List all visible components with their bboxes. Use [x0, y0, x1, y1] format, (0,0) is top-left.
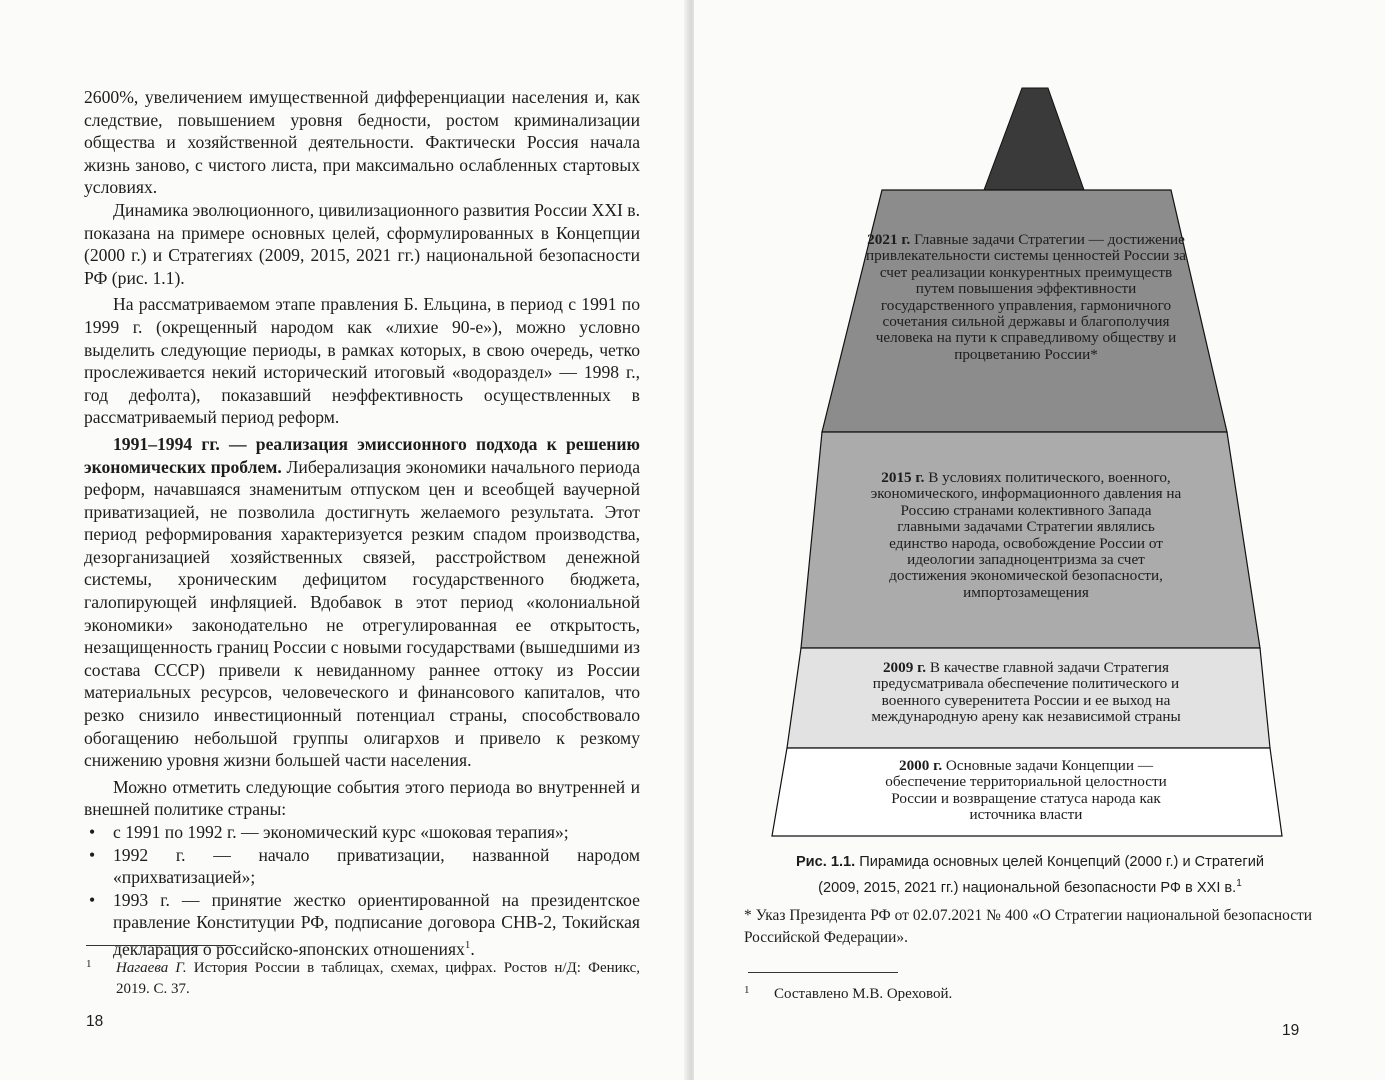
footnote	[744, 984, 1274, 1005]
tier-text-2000: 2000 г. Основные задачи Концепции — обеспечение территориальной целостности России и возвращение статуса народа как источника власти	[885, 757, 1167, 824]
footnote-author: Нагаева Г.	[116, 960, 187, 976]
page-number: 19	[1282, 1022, 1300, 1039]
caption-footnote-marker: 1	[1236, 878, 1242, 889]
period-text: Либерализация экономики начального периода реформ, начавшаяся знаменитым отпуском цен и всеобщей ваучерной приватизацией, не позволила достигнуть желаемого результата. Этот период реформирования характеризуется резким спадом производства, дезорганизацией хозяйственных связей, расстройством денежной системы, хроническим дефицитом государственного бюджета, галопирующей инфляцией. Вдобавок в этот период «колониальной экономики» законодательно не отрегулированная ее открытость, незащищенность границ России с новыми государствами (вышедшими из состава СССР) привели к невиданному раннее оттоку из России материальных ресурсов, человеческого и финансового капиталов, что резко снизило инвестиционный потенциал страны, способствовало обогащению небольшой группы олигархов и привело к резкому снижению уровня жизни большей части населения.	[84, 456, 641, 771]
list-item: • с 1991 по 1992 г. — экономический курс «шоковая терапия»;	[84, 821, 640, 844]
footnote-text: История России в таблицах, схемах, цифрах. Ростов н/Д: Феникс, 2019. С. 37.	[116, 960, 640, 997]
footnote-text: Составлено М.В. Ореховой.	[774, 986, 953, 1002]
pyramid-apex	[984, 88, 1084, 190]
paragraph: 2600%, увеличением имущественной дифференциации населения и, как следствие, повышением уровня бедности, ростом криминализации общества и хозяйственной деятельности. Фактически Россия начала жизнь заново, с чистого листа, при максимально ослабленных стартовых условиях.	[84, 87, 640, 198]
paragraph: На рассматриваемом этапе правления Б. Ельцина, в период с 1991 по 1999 г. (окрещенный народом как «лихие 90-е»), можно условно выделить следующие периоды, в рамках которых, в свою очередь, четко прослеживается некий исторический итоговый «водораздел» — 1998 г., год дефолта), показавший неэффективность осуществленных в рассматриваемый период реформ.	[84, 294, 640, 428]
figure-caption	[780, 851, 1280, 899]
footnote-marker: 1	[464, 938, 471, 951]
tier-text-2015: 2015 г. В условиях политического, военного, экономического, информационного давления на Россию странами колективного Запада главными задачами Стратегии являлись единство народа, освобождение России от идеологии западноцентризма за счет достижения экономической безопасности, импортозамещения	[870, 469, 1182, 601]
footnote-rule	[748, 972, 898, 973]
list-item: • 1993 г. — принятие жестко ориентированной на президентское правление Конституции РФ, подписание договора СНВ-2, Токийская декларация о российско-японских отношениях$^1$.	[84, 889, 640, 961]
tier-text-2009: 2009 г. В качестве главной задачи Стратегия предусматривала обеспечение политического и военного суверенитета России и ее выход на международную арену как независимой страны	[871, 659, 1181, 726]
period-heading: 1991–1994 гг. — реализация эмиссионного подхода к решению экономических проблем.	[84, 433, 640, 477]
caption-label: Рис. 1.1.	[795, 854, 856, 870]
footnote-number: 1	[744, 984, 750, 996]
page-number: 18	[86, 1013, 104, 1030]
caption-text: Пирамида основных целей Концепций (2000 г.) и Стратегий (2009, 2015, 2021 гг.) национальной безопасности РФ в XXI в.	[818, 854, 1265, 896]
paragraph: Динамика эволюционного, цивилизационного развития России XXI в. показана на примере основных целей, сформулированных в Концепции (2000 г.) и Стратегиях (2009, 2015, 2021 гг.) национальной безопасности РФ (рис. 1.1).	[84, 199, 640, 288]
asterisk-note: * Указ Президента РФ от 02.07.2021 № 400 «О Стратегии национальной безопасности Российской Федерации».	[744, 907, 1312, 946]
tier-text-2021: 2021 г. Главные задачи Стратегии — достижение привлекательности системы ценностей России за счет реализации конкурентных преимуществ путем повышения эффективности государственного управления, гармоничного сочетания сильной державы и благополучия человека на пути к справедливому обществу и процветанию России*	[866, 231, 1186, 363]
list-item: • 1992 г. — начало приватизации, названной народом «прихватизацией»;	[84, 844, 640, 889]
footnote-number: 1	[86, 958, 92, 970]
events-intro: Можно отметить следующие события этого периода во внутренней и внешней политике страны:	[84, 776, 640, 820]
